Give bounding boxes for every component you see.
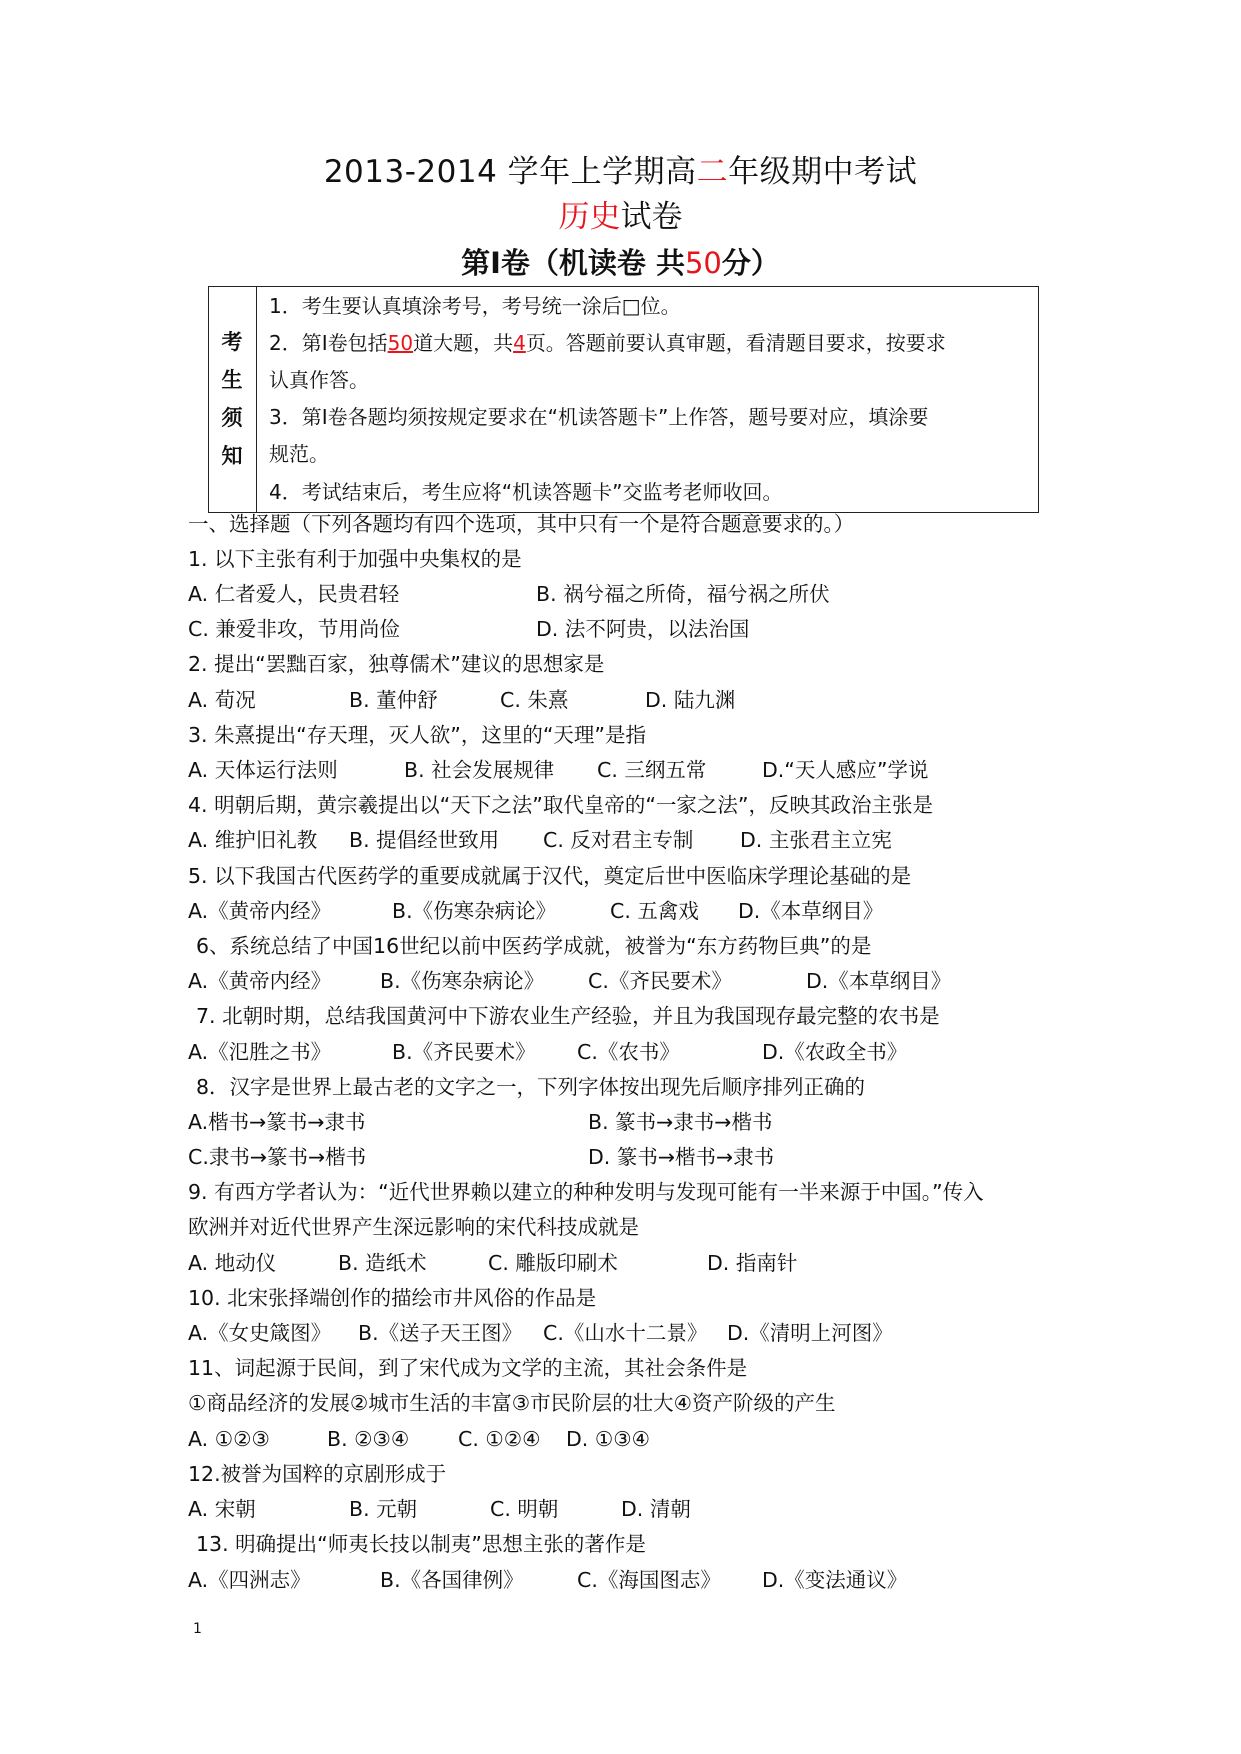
question-stem: 7. 北朝时期，总结我国黄河中下游农业生产经验，并且为我国现存最完整的农书是 — [196, 1004, 940, 1028]
question-stem-cont: 欧洲并对近代世界产生深远影响的宋代科技成就是 — [188, 1215, 639, 1239]
option: C.《海国图志》 — [577, 1568, 721, 1592]
option: A.《氾胜之书》 — [188, 1040, 332, 1064]
subject-name: 历史 — [558, 199, 621, 235]
part-title: 第Ⅰ卷（机读卷 共50分） — [461, 246, 780, 280]
question-stem: 5. 以下我国古代医药学的重要成就属于汉代，奠定后世中医临床学理论基础的是 — [188, 864, 912, 888]
option: D. 篆书→楷书→隶书 — [588, 1145, 775, 1169]
option: C.隶书→篆书→楷书 — [188, 1145, 367, 1169]
option: D.《清明上河图》 — [727, 1321, 893, 1345]
section-heading: 一、选择题（下列各题均有四个选项，其中只有一个是符合题意要求的。） — [188, 512, 855, 536]
page-count: 4 — [513, 331, 526, 355]
option: A. 维护旧礼教 — [188, 828, 318, 852]
notice-label-char: 须 — [221, 406, 243, 430]
option: D. 主张君主立宪 — [740, 828, 892, 852]
option: A.楷书→篆书→隶书 — [188, 1110, 366, 1134]
subject-title: 历史试卷 — [558, 199, 683, 235]
option: A.《四洲志》 — [188, 1568, 311, 1592]
option: B.《齐民要术》 — [392, 1040, 536, 1064]
option: C. 朱熹 — [500, 688, 569, 712]
option: B. ②③④ — [327, 1427, 410, 1451]
notice-item-3: 3．第Ⅰ卷各题均须按规定要求在“机读答题卡”上作答，题号要对应，填涂要 — [269, 405, 929, 429]
question-stem: 8．汉字是世界上最古老的文字之一，下列字体按出现先后顺序排列正确的 — [196, 1075, 866, 1099]
notice-item-3-cont: 规范。 — [269, 442, 329, 466]
option: A.《黄帝内经》 — [188, 899, 332, 923]
question-stem: 9. 有西方学者认为：“近代世界赖以建立的种种发明与发现可能有一半来源于中国。”传入 — [188, 1180, 984, 1204]
option: A. 荀况 — [188, 688, 256, 712]
notice-item-2: 2．第Ⅰ卷包括50道大题，共4页。答题前要认真审题，看清题目要求，按要求 — [269, 331, 946, 355]
option: C. 反对君主专制 — [543, 828, 694, 852]
option: B. 造纸术 — [338, 1251, 427, 1275]
notice-label-char: 知 — [221, 444, 243, 468]
option: A. 宋朝 — [188, 1497, 256, 1521]
question-stem: 11、词起源于民间，到了宋代成为文学的主流，其社会条件是 — [188, 1356, 748, 1380]
option: B. 祸兮福之所倚，福兮祸之所伏 — [536, 582, 830, 606]
option: D. 陆九渊 — [645, 688, 736, 712]
option: B. 董仲舒 — [349, 688, 438, 712]
option: C. 三纲五常 — [597, 758, 707, 782]
option: B. 社会发展规律 — [404, 758, 555, 782]
option: B.《伤寒杂病论》 — [380, 969, 545, 993]
option: C. ①②④ — [458, 1427, 541, 1451]
question-count: 50 — [387, 331, 414, 355]
option: D. 法不阿贵，以法治国 — [536, 617, 750, 641]
option: C.《山水十二景》 — [543, 1321, 708, 1345]
option: B.《伤寒杂病论》 — [392, 899, 557, 923]
notice-item-2-cont: 认真作答。 — [269, 368, 369, 392]
option: D. 指南针 — [707, 1251, 798, 1275]
option: D. ①③④ — [566, 1427, 650, 1451]
question-stem: 3. 朱熹提出“存天理，灭人欲”，这里的“天理”是指 — [188, 723, 647, 747]
option: B.《各国律例》 — [380, 1568, 524, 1592]
notice-item-4: 4．考试结束后，考生应将“机读答题卡”交监考老师收回。 — [269, 480, 783, 504]
notice-item-1: 1．考生要认真填涂考号，考号统一涂后□位。 — [269, 294, 681, 318]
question-stem: 10. 北宋张择端创作的描绘市井风俗的作品是 — [188, 1286, 597, 1310]
option: C.《农书》 — [577, 1040, 680, 1064]
question-stem: 12.被誉为国粹的京剧形成于 — [188, 1462, 447, 1486]
option: B. 元朝 — [349, 1497, 418, 1521]
option: D.《本草纲目》 — [806, 969, 952, 993]
question-stem: 1. 以下主张有利于加强中央集权的是 — [188, 547, 522, 571]
option: C. 五禽戏 — [610, 899, 699, 923]
notice-label — [209, 287, 257, 512]
option: A. 天体运行法则 — [188, 758, 338, 782]
notice-label-char: 考 — [221, 330, 243, 354]
notice-label-char: 生 — [221, 368, 243, 392]
option: C.《齐民要术》 — [588, 969, 732, 993]
option: A.《女史箴图》 — [188, 1321, 332, 1345]
option: D.《本草纲目》 — [738, 899, 884, 923]
total-score: 50 — [684, 246, 722, 280]
option: A. 仁者爱人，民贵君轻 — [188, 582, 400, 606]
option: B. 篆书→隶书→楷书 — [588, 1110, 773, 1134]
exam-notice-box — [208, 286, 1039, 513]
option: D.“天人感应”学说 — [762, 758, 929, 782]
option: C. 明朝 — [490, 1497, 559, 1521]
page-number: 1 — [193, 1621, 202, 1637]
option: B. 提倡经世致用 — [349, 828, 500, 852]
question-stem: 6、系统总结了中国16世纪以前中医药学成就，被誉为“东方药物巨典”的是 — [196, 934, 872, 958]
option: A.《黄帝内经》 — [188, 969, 332, 993]
question-stem: 13. 明确提出“师夷长技以制夷”思想主张的著作是 — [196, 1532, 646, 1556]
exam-title: 2013-2014 学年上学期高二年级期中考试 — [323, 154, 918, 190]
option: B.《送子天王图》 — [358, 1321, 523, 1345]
option: A. 地动仪 — [188, 1251, 277, 1275]
option: D.《农政全书》 — [762, 1040, 908, 1064]
question-stem: 2. 提出“罢黜百家，独尊儒术”建议的思想家是 — [188, 652, 605, 676]
question-stem-cont: ①商品经济的发展②城市生活的丰富③市民阶层的壮大④资产阶级的产生 — [188, 1391, 836, 1415]
option: D. 清朝 — [621, 1497, 691, 1521]
question-stem: 4. 明朝后期，黄宗羲提出以“天下之法”取代皇帝的“一家之法”，反映其政治主张是 — [188, 793, 934, 817]
option: C. 兼爱非攻，节用尚俭 — [188, 617, 400, 641]
option: D.《变法通议》 — [762, 1568, 908, 1592]
option: A. ①②③ — [188, 1427, 270, 1451]
grade-number: 二 — [696, 154, 729, 190]
option: C. 雕版印刷术 — [488, 1251, 618, 1275]
